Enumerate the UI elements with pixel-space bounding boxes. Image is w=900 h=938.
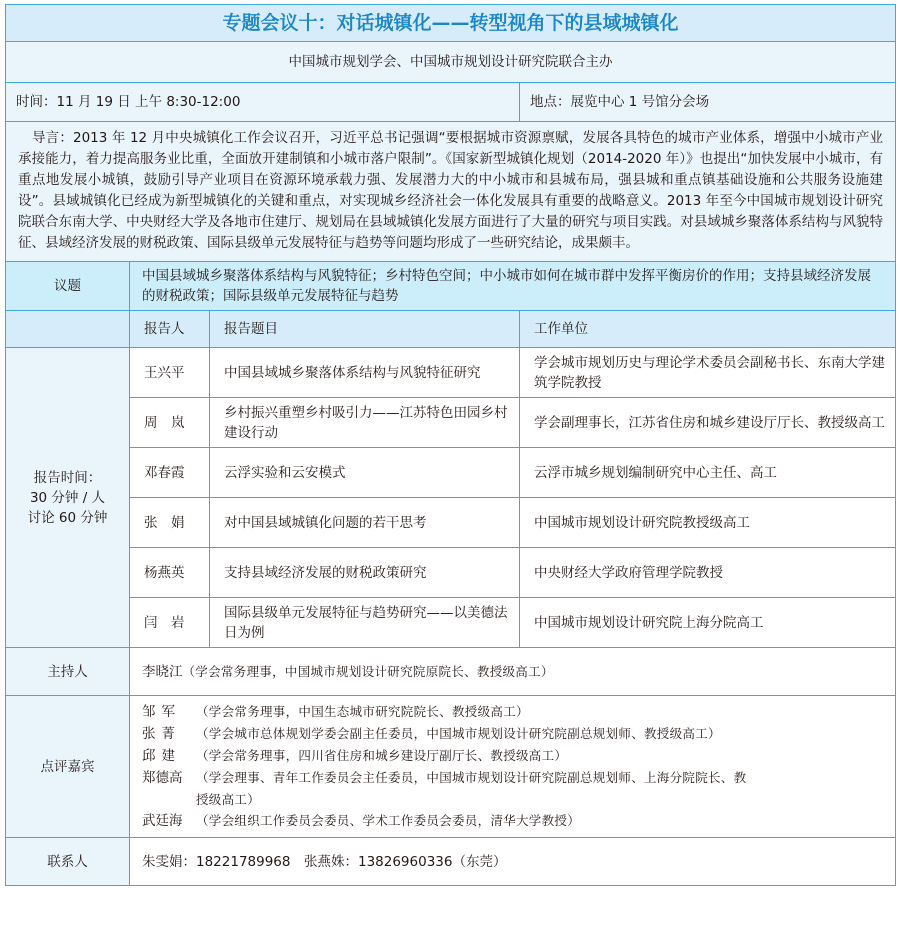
- reviewers-list: [130, 696, 896, 838]
- introduction-text: 导言：2013 年 12 月中央城镇化工作会议召开，习近平总书记强调“要根据城市资源禀赋，发展各具特色的城市产业体系，增强中小城市产业承接能力，着力提高服务业比重，全面放开建制镇和小城市落户限制”。《国家新型城镇化规划（2014-2020 年）》也提出“加快发展中小城市，有重点地发展小城镇，鼓励引导产业项目在资源环境承载力强、发展潜力大的中小城市和县城布局，强县城和重点镇基础设施和公共服务设施建设”。县域城镇化已经成为新型城镇化的关键和重点，对实现城乡经济社会一体化发展具有重要的战略意义。2013 年至今中国城市规划设计研究院联合东南大学、中央财经大学及各地市住建厅、规划局在县域城镇化发展方面进行了大量的研究与项目实践。对县域城乡聚落体系结构与风貌特征、县域经济发展的财税政策、国际县级单元发展特征与趋势等问题均形成了一些研究结论，成果颇丰。: [18, 130, 884, 251]
- session-place: 地点：展览中心 1 号馆分会场: [520, 83, 896, 122]
- speaker-name: 邓春霞: [130, 448, 210, 498]
- reviewer-name: 武廷海: [142, 813, 183, 829]
- report-topic: 云浮实验和云安模式: [210, 448, 520, 498]
- speaker-name: 闫 岩: [130, 598, 210, 648]
- host-info: [130, 648, 896, 696]
- report-row: [6, 548, 896, 598]
- reviewer-item: [142, 701, 883, 723]
- agenda-topics: 中国县域城乡聚落体系结构与风貌特征；乡村特色空间；中小城市如何在城市群中发挥平衡房价的作用；支持县域经济发展的财税政策；国际县级单元发展特征与趋势: [130, 262, 896, 311]
- organizers: 中国城市规划学会、中国城市规划设计研究院联合主办: [6, 42, 896, 83]
- reviewer-name: 郑德高: [142, 770, 183, 786]
- introduction: [6, 122, 896, 262]
- report-topic: 国际县级单元发展特征与趋势研究——以美德法日为例: [210, 598, 520, 648]
- header-speaker: 报告人: [130, 311, 210, 348]
- host-note: （学会常务理事，中国城市规划设计研究院原院长、教授级高工）: [182, 663, 554, 679]
- session-time: 时间：11 月 19 日 上午 8:30-12:00: [6, 83, 520, 122]
- session-title: 专题会议十：对话城镇化——转型视角下的县域城镇化: [6, 5, 896, 42]
- report-topic: 对中国县域城镇化问题的若干思考: [210, 498, 520, 548]
- report-time-line3: 讨论 60 分钟: [27, 509, 108, 526]
- reviewer-item: [142, 723, 883, 745]
- reviewer-note: （学会城市总体规划学委会副主任委员，中国城市规划设计研究院副总规划师、教授级高工）: [196, 726, 721, 741]
- speaker-name: 杨燕英: [130, 548, 210, 598]
- session-table-wrapper: [5, 4, 895, 886]
- speaker-unit: 学会城市规划历史与理论学术委员会副秘书长、东南大学建筑学院教授: [520, 348, 896, 398]
- session-table: [5, 4, 896, 886]
- speaker-unit: 中央财经大学政府管理学院教授: [520, 548, 896, 598]
- agenda-label: 议题: [6, 262, 130, 311]
- reviewer-note: （学会常务理事，四川省住房和城乡建设厅副厅长、教授级高工）: [196, 748, 568, 763]
- report-topic: 中国县域城乡聚落体系结构与风貌特征研究: [210, 348, 520, 398]
- speaker-name: 周 岚: [130, 398, 210, 448]
- reviewer-item: [142, 745, 883, 767]
- reviewer-name: 邱建: [142, 748, 181, 764]
- reviewer-item: [142, 810, 883, 832]
- speaker-unit: 中国城市规划设计研究院教授级高工: [520, 498, 896, 548]
- header-blank: [6, 311, 130, 348]
- reviewer-note: （学会常务理事，中国生态城市研究院院长、教授级高工）: [196, 704, 529, 719]
- speaker-unit: 学会副理事长，江苏省住房和城乡建设厅厅长、教授级高工: [520, 398, 896, 448]
- report-time-line2: 30 分钟 / 人: [29, 489, 106, 506]
- reviewer-note: （学会理事、青年工作委员会主任委员，中国城市规划设计研究院副总规划师、上海分院院长、教: [196, 770, 747, 785]
- contact-label: 联系人: [6, 838, 130, 886]
- reviewer-name: 张菁: [142, 726, 181, 742]
- report-row: [6, 398, 896, 448]
- header-unit: 工作单位: [520, 311, 896, 348]
- speaker-unit: 云浮市城乡规划编制研究中心主任、高工: [520, 448, 896, 498]
- reviewer-name: 邹军: [142, 704, 181, 720]
- reviewers-label: 点评嘉宾: [6, 696, 130, 838]
- report-topic: 乡村振兴重塑乡村吸引力——江苏特色田园乡村建设行动: [210, 398, 520, 448]
- report-row: [6, 348, 896, 398]
- reviewer-note: （学会组织工作委员会委员、学术工作委员会委员，清华大学教授）: [196, 813, 581, 828]
- report-topic: 支持县域经济发展的财税政策研究: [210, 548, 520, 598]
- speaker-name: 王兴平: [130, 348, 210, 398]
- report-time-line1: 报告时间：: [33, 469, 102, 486]
- report-row: [6, 598, 896, 648]
- contact-info: 朱雯娟：18221789968 张燕姝：13826960336（东莞）: [130, 838, 896, 886]
- host-name: 李晓江: [142, 663, 183, 680]
- reviewer-note-continued: 授级高工）: [196, 792, 261, 807]
- report-row: [6, 448, 896, 498]
- speaker-unit: 中国城市规划设计研究院上海分院高工: [520, 598, 896, 648]
- reviewer-item: [142, 767, 883, 789]
- speaker-name: 张 娟: [130, 498, 210, 548]
- header-topic: 报告题目: [210, 311, 520, 348]
- report-row: [6, 498, 896, 548]
- host-label: 主持人: [6, 648, 130, 696]
- report-time: [6, 348, 130, 648]
